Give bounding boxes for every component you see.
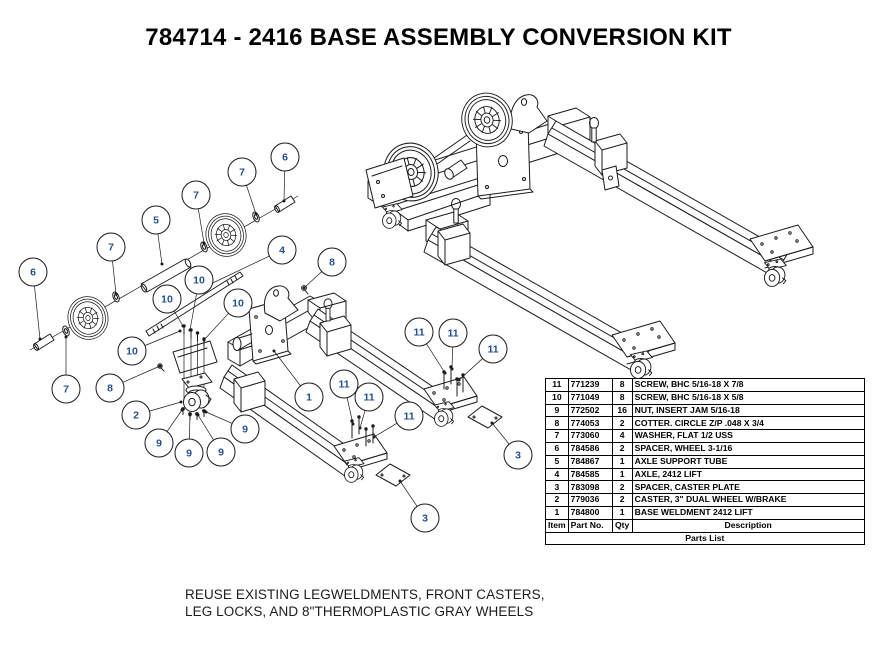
balloon-callout-7: [97, 233, 125, 296]
parts-cell: SPACER, CASTER PLATE: [632, 481, 864, 494]
svg-text:5: 5: [153, 214, 159, 227]
table-row: [546, 379, 865, 392]
reuse-note-line2: LEG LOCKS, AND 8"THERMOPLASTIC GRAY WHEELS: [185, 604, 534, 619]
balloon-callout-11: [373, 402, 424, 439]
parts-cell: 783098: [568, 481, 612, 494]
svg-text:11: 11: [447, 327, 459, 340]
balloon-callout-5: [142, 206, 170, 266]
table-row: [546, 494, 865, 507]
svg-text:1: 1: [306, 391, 312, 404]
svg-text:7: 7: [193, 189, 199, 202]
svg-text:7: 7: [239, 166, 245, 179]
svg-text:9: 9: [156, 437, 162, 450]
table-row: [546, 417, 865, 430]
page-title: 784714 - 2416 BASE ASSEMBLY CONVERSION KIT: [145, 24, 732, 51]
svg-text:6: 6: [282, 151, 288, 164]
parts-cell: 784800: [568, 506, 612, 519]
parts-cell: 2: [612, 494, 632, 507]
svg-text:10: 10: [126, 345, 138, 358]
parts-cell: 1: [612, 506, 632, 519]
balloon-callout-11: [330, 370, 358, 426]
balloon-callout-7: [228, 158, 258, 216]
svg-text:11: 11: [487, 343, 499, 356]
table-row: [546, 430, 865, 443]
parts-cell: 1: [612, 468, 632, 481]
balloon-callout-6: [271, 143, 299, 203]
parts-cell: 16: [612, 404, 632, 417]
parts-cell: 2: [612, 417, 632, 430]
table-row: [546, 442, 865, 455]
parts-cell: Item: [546, 519, 569, 532]
parts-cell: 779036: [568, 494, 612, 507]
balloon-callout-8: [96, 365, 162, 403]
parts-cell: 9: [546, 404, 569, 417]
parts-cell: 4: [546, 468, 569, 481]
parts-cell: 774053: [568, 417, 612, 430]
parts-cell: SCREW, BHC 5/16-18 X 7/8: [632, 379, 864, 392]
balloon-callout-9: [175, 414, 203, 468]
svg-text:11: 11: [363, 391, 375, 404]
svg-text:2: 2: [133, 409, 139, 422]
balloon-callout-11: [439, 319, 467, 371]
svg-text:7: 7: [108, 241, 114, 254]
parts-cell: SCREW, BHC 5/16-18 X 5/8: [632, 391, 864, 404]
table-header-row: [546, 519, 865, 532]
parts-cell: 784867: [568, 455, 612, 468]
parts-cell: 8: [612, 391, 632, 404]
parts-cell: Qty: [612, 519, 632, 532]
parts-cell: 1: [546, 506, 569, 519]
parts-cell: 772502: [568, 404, 612, 417]
parts-cell: 773060: [568, 430, 612, 443]
parts-cell: 4: [612, 430, 632, 443]
svg-text:11: 11: [338, 378, 350, 391]
svg-text:3: 3: [422, 512, 428, 525]
parts-cell: 784586: [568, 442, 612, 455]
parts-list-table: [545, 378, 865, 545]
parts-cell: 8: [612, 379, 632, 392]
parts-cell: BASE WELDMENT 2412 LIFT: [632, 506, 864, 519]
reuse-note-line1: REUSE EXISTING LEGWELDMENTS, FRONT CASTERS,: [185, 587, 545, 602]
table-row: [546, 391, 865, 404]
reuse-note: [185, 586, 545, 620]
svg-text:6: 6: [30, 266, 36, 279]
balloon-callout-11: [458, 335, 508, 382]
balloon-callout-6: [19, 258, 47, 341]
parts-cell: 3: [546, 481, 569, 494]
svg-text:10: 10: [193, 274, 205, 287]
parts-list: [545, 378, 865, 545]
parts-cell: 771049: [568, 391, 612, 404]
parts-cell: 11: [546, 379, 569, 392]
svg-text:8: 8: [329, 256, 335, 269]
parts-cell: 8: [546, 417, 569, 430]
table-footer-row: [546, 532, 865, 545]
svg-text:3: 3: [515, 449, 521, 462]
balloon-callout-3: [491, 422, 533, 470]
svg-text:10: 10: [161, 293, 173, 306]
parts-cell: 10: [546, 391, 569, 404]
parts-cell: 771239: [568, 379, 612, 392]
parts-cell: SPACER, WHEEL 3-1/16: [632, 442, 864, 455]
table-row: [546, 468, 865, 481]
parts-cell: 2: [546, 494, 569, 507]
parts-cell: 5: [546, 455, 569, 468]
table-row: [546, 506, 865, 519]
table-row: [546, 404, 865, 417]
svg-text:9: 9: [218, 446, 224, 459]
svg-text:8: 8: [107, 382, 113, 395]
parts-cell: 784585: [568, 468, 612, 481]
parts-cell: 6: [546, 442, 569, 455]
parts-cell: COTTER. CIRCLE Z/P .048 X 3/4: [632, 417, 864, 430]
parts-cell: 2: [612, 442, 632, 455]
parts-cell: Parts List: [546, 532, 865, 545]
balloon-callout-7: [52, 336, 80, 404]
svg-text:9: 9: [242, 423, 248, 436]
parts-cell: 2: [612, 481, 632, 494]
parts-cell: NUT, INSERT JAM 5/16-18: [632, 404, 864, 417]
table-row: [546, 455, 865, 468]
parts-cell: AXLE, 2412 LIFT: [632, 468, 864, 481]
svg-text:7: 7: [63, 383, 69, 396]
svg-text:4: 4: [279, 244, 285, 257]
balloon-callout-8: [303, 248, 347, 290]
parts-cell: 7: [546, 430, 569, 443]
parts-cell: AXLE SUPPORT TUBE: [632, 455, 864, 468]
parts-cell: 1: [612, 455, 632, 468]
parts-cell: Description: [632, 519, 864, 532]
svg-text:11: 11: [413, 326, 425, 339]
svg-text:11: 11: [403, 410, 415, 423]
balloon-callout-3: [399, 480, 440, 533]
svg-text:9: 9: [186, 447, 192, 460]
parts-cell: CASTER, 3" DUAL WHEEL W/BRAKE: [632, 494, 864, 507]
svg-text:10: 10: [232, 297, 244, 310]
parts-cell: WASHER, FLAT 1/2 USS: [632, 430, 864, 443]
table-row: [546, 481, 865, 494]
parts-cell: Part No.: [568, 519, 612, 532]
balloon-callout-2: [122, 401, 183, 430]
